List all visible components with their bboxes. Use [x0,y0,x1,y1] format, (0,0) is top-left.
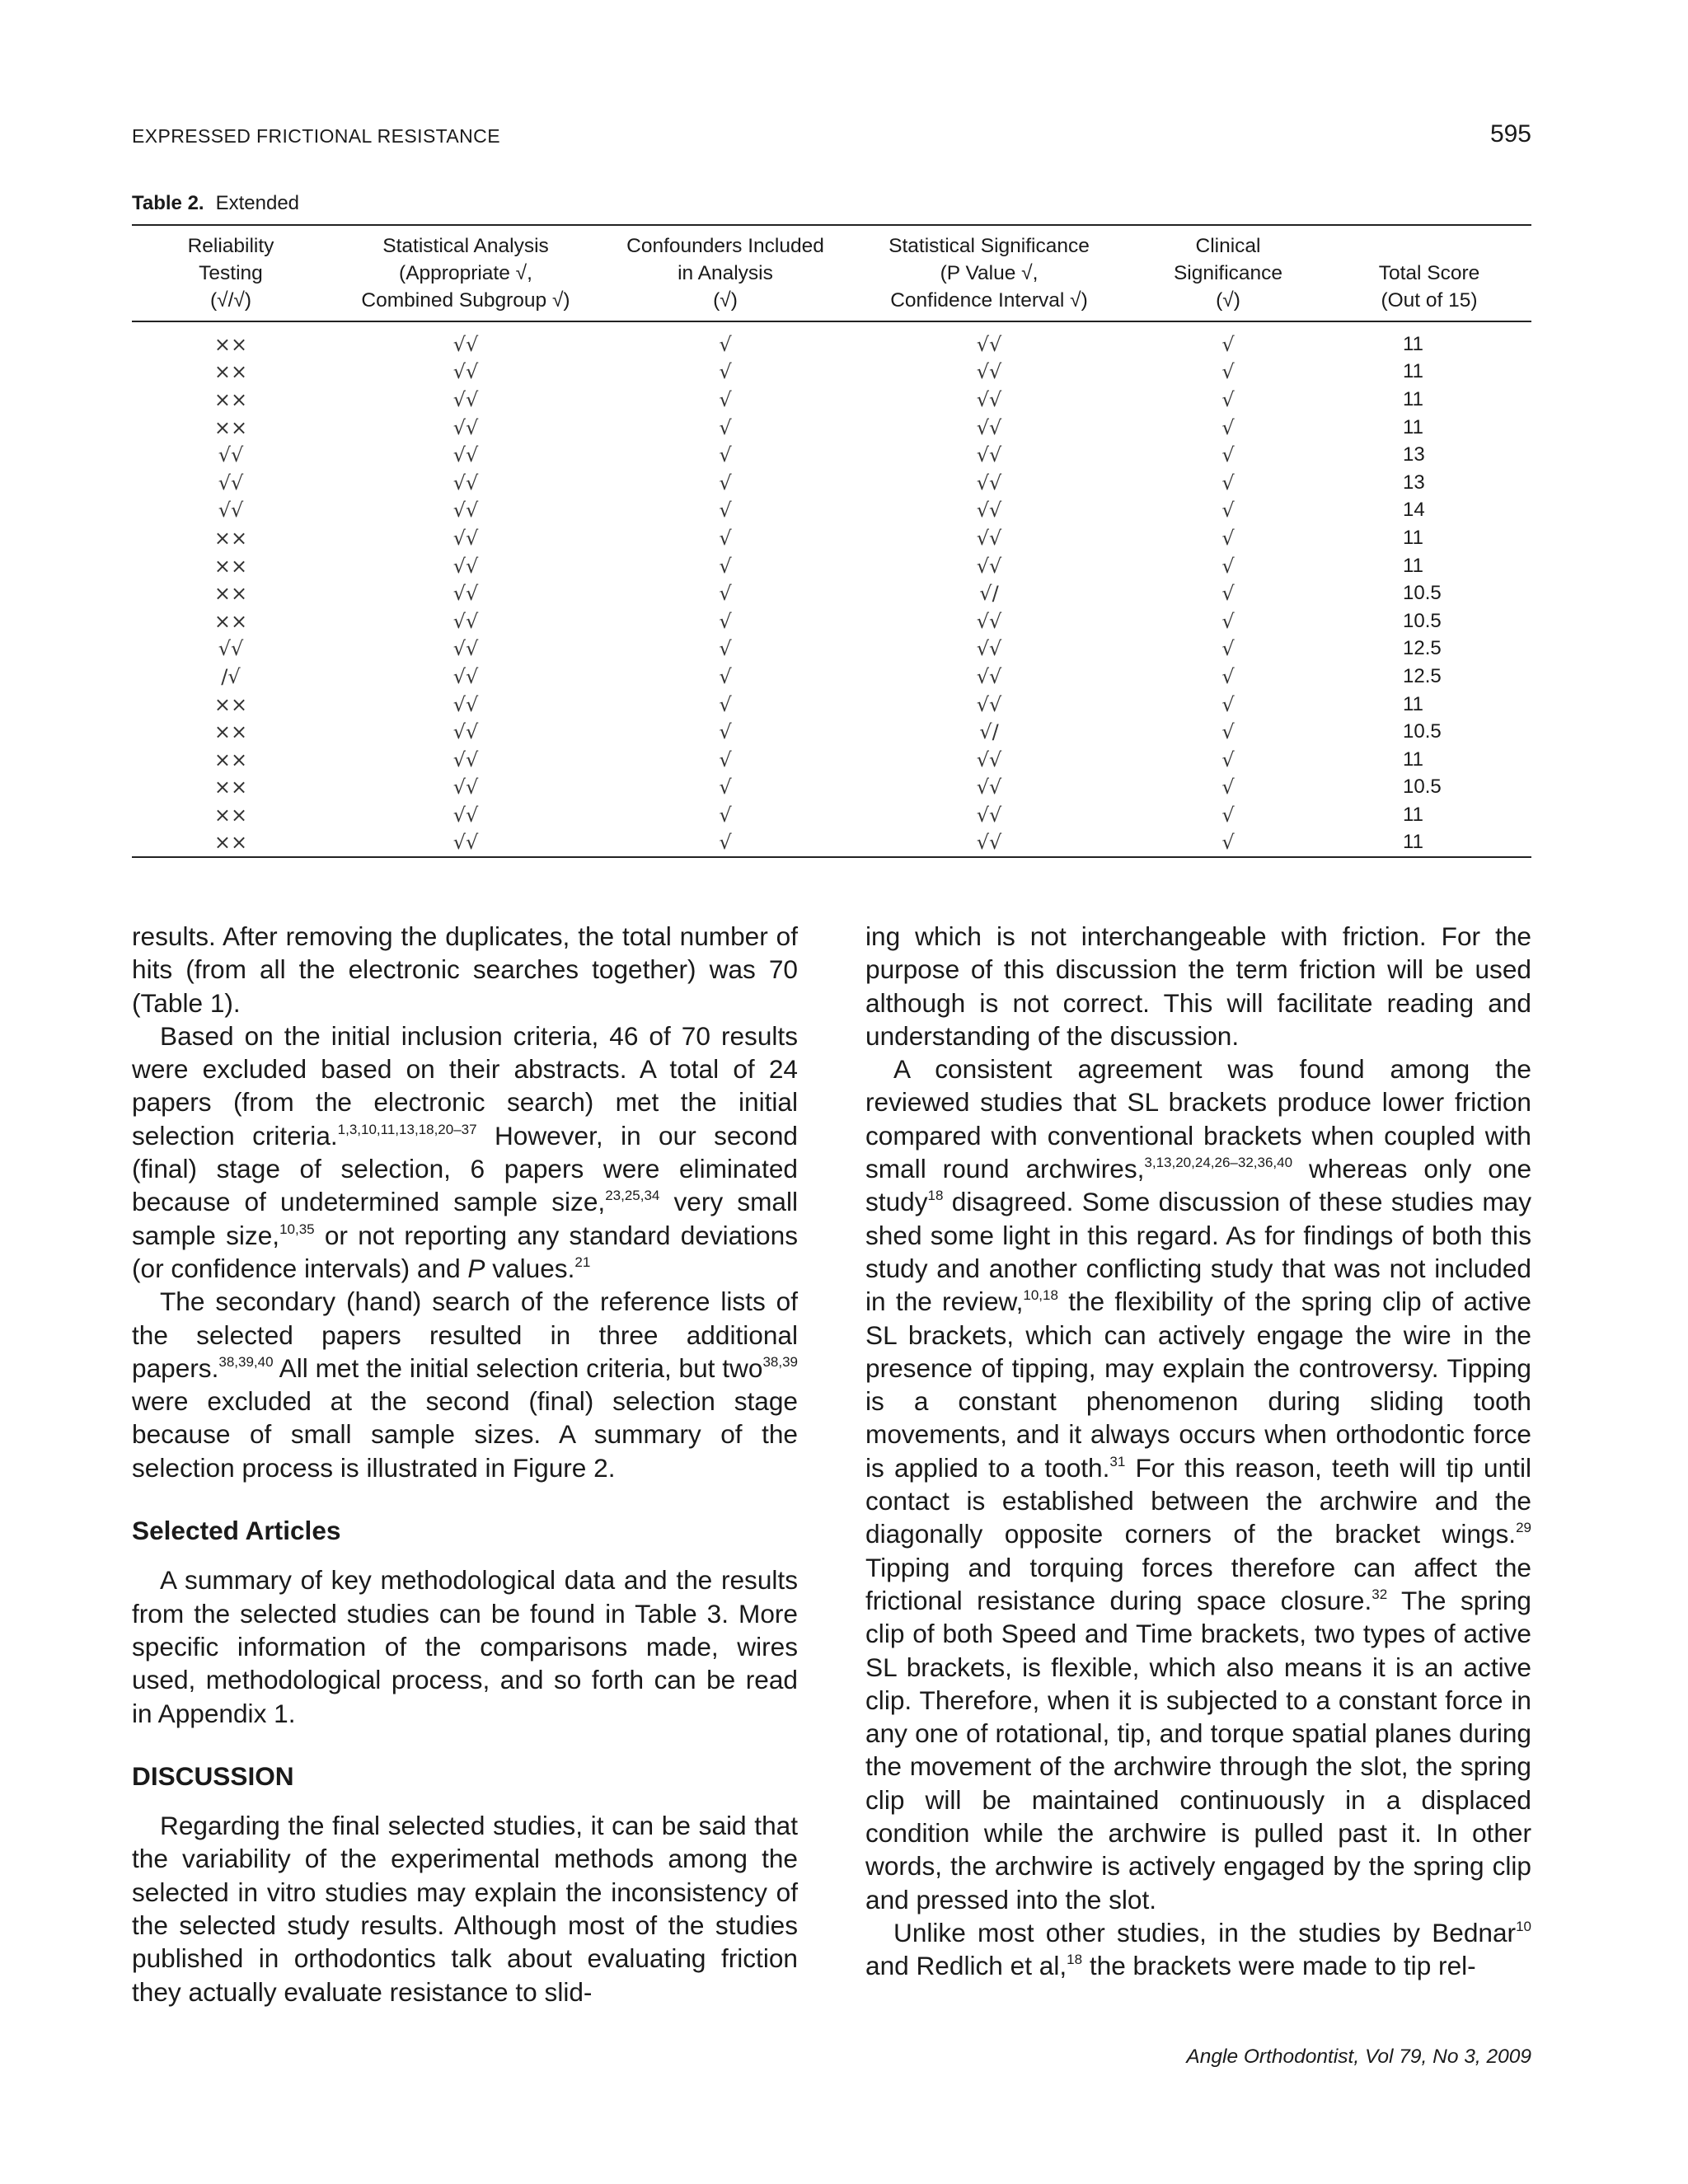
table-cell: √ [1221,332,1235,356]
table-cell: √ [719,387,732,411]
total-score-value: 11 [1403,692,1423,715]
paragraph: A summary of key methodological data and the results from the selected studies can be found in Table 3. More specific information of the comparisons made, wires used, methodological process, and so forth can be read in Appendix 1. [132,1565,798,1728]
table-cell: ×× [213,332,248,356]
table-cell [1327,441,1531,469]
table-cell: √ [1221,582,1235,606]
paragraph: ing which is not interchangeable with friction. For the purpose of this discussion the term friction will be used although is not correct. This will facilitate reading and understanding of the discussion. [865,921,1531,1051]
table-cell [1327,718,1531,746]
table-caption [132,192,299,215]
table-cell: √ [1221,637,1235,661]
table-cell: ×× [213,554,248,578]
table-cell [1327,607,1531,635]
table-cell [1327,497,1531,525]
table-row [132,746,1531,774]
table-cell [1327,774,1531,802]
page-number: 595 [1489,120,1531,148]
table-cell: √ [1221,443,1235,467]
total-score-value: 11 [1403,748,1423,771]
table-cell: √√ [976,831,1002,855]
total-score-value: 10.5 [1403,720,1442,743]
table-cell: ×× [213,831,248,855]
table-cell: √√ [976,637,1002,661]
total-score-value: 10.5 [1403,776,1442,799]
paragraph: Based on the initial inclusion criteria, 46 of 70 results were excluded based on their abstracts. A total of 24 papers (from the electronic search) met the initial selection criteria.$^{1,3,10,11,13,18,20-37}$ However, in our second (final) stage of selection, 6 papers were eliminated because of undetermined sample size,$^{23,25,34}$ very small sample size,$^{10,35}$ or not reporting any standard deviations (or confidence intervals) and P values.$^{21}$ [132,1020,798,1283]
table-cell: ×× [213,387,248,411]
table-cell: √√ [452,582,479,606]
table-cell: √ [1221,720,1235,744]
table-cell [1327,691,1531,719]
table-cell: √ [719,415,732,439]
table-cell [1327,321,1531,359]
table-cell: ×× [213,720,248,744]
table-cell: √√ [976,554,1002,578]
table-cell: √ [1221,609,1235,633]
total-score-value: 13 [1403,443,1425,466]
total-score-value: 14 [1403,499,1425,522]
column-header-statistical-analysis: Statistical Analysis (Appropriate √, Combined Subgroup √) [361,235,570,312]
table-cell: √√ [976,664,1002,688]
table-cell [1327,801,1531,829]
table-cell: ×× [213,360,248,384]
table-cell: √√ [976,387,1002,411]
table-cell: ×× [213,609,248,633]
table-cell: √ [1221,831,1235,855]
table-cell: √ [1221,526,1235,550]
total-score-value: 11 [1403,387,1423,410]
table-cell: ×× [213,776,248,799]
paragraph: The secondary (hand) search of the reference lists of the selected papers resulted in three additional papers.$^{38,39,40}$ All met the initial selection criteria, but two$^{38,39}$ were excluded at the second (final) selection stage because of small sample sizes. A summary of the selection process is illustrated in Figure 2. [132,1286,798,1483]
table-cell: √√ [218,637,244,661]
table-cell: √√ [452,554,479,578]
table-row [132,321,1531,359]
table-row [132,829,1531,858]
table-cell: √√ [976,776,1002,799]
table-cell: √ [719,360,732,384]
table-cell: √ [719,831,732,855]
table-cell [1327,579,1531,607]
table-header-row [132,225,1531,321]
table-cell: √√ [976,526,1002,550]
table-cell: √ [719,443,732,467]
table-row [132,663,1531,691]
total-score-value: 11 [1403,526,1423,549]
table-cell: √√ [976,332,1002,356]
table-cell: √√ [452,831,479,855]
total-score-value: 12.5 [1403,637,1442,660]
column-header-confounders: Confounders Included in Analysis (√) [626,235,824,312]
table-cell: √√ [452,692,479,716]
table-cell: √ [1221,360,1235,384]
total-score-value: 11 [1403,831,1423,854]
table-caption-label: Table 2. [132,192,204,214]
table-cell: √√ [218,443,244,467]
running-head: EXPRESSED FRICTIONAL RESISTANCE [132,125,500,147]
table-cell [1327,359,1531,387]
table-cell: /√ [221,664,241,688]
table-cell: √√ [452,748,479,771]
total-score-value: 11 [1403,360,1423,383]
table-cell: √ [719,554,732,578]
table-cell: √ [719,471,732,494]
table-cell: √/ [979,720,999,744]
table-cell: √ [719,499,732,523]
table-cell: √√ [452,471,479,494]
table-cell: √ [1221,387,1235,411]
column-header-reliability: Reliability Testing (√/√) [187,235,274,312]
table-cell [1327,386,1531,414]
table-cell: √√ [976,803,1002,827]
table-cell: √√ [452,637,479,661]
table-row [132,579,1531,607]
table-cell: √√ [452,803,479,827]
table-cell: ×× [213,803,248,827]
table-cell: √ [719,720,732,744]
table-row [132,691,1531,719]
total-score-value: 10.5 [1403,582,1442,605]
table-cell: √ [1221,748,1235,771]
table-cell [1327,552,1531,580]
table-cell: ×× [213,748,248,771]
paragraph: Unlike most other studies, in the studies by Bednar$^{10}$ and Redlich et al,$^{18}$ the brackets were made to tip rel- [865,1917,1531,1981]
table-cell: √ [1221,471,1235,494]
total-score-value: 11 [1403,415,1423,438]
table-row [132,718,1531,746]
table-cell: √ [1221,499,1235,523]
table-cell [1327,469,1531,497]
table-cell: √√ [218,499,244,523]
table-cell: √ [719,776,732,799]
table-cell: √√ [452,526,479,550]
table-cell [1327,746,1531,774]
table-cell: √√ [976,471,1002,494]
total-score-value: 11 [1403,803,1423,826]
table-cell: ×× [213,415,248,439]
table-cell: √√ [452,664,479,688]
table-cell: √ [1221,803,1235,827]
column-header-statistical-significance: Statistical Significance (P Value √, Confidence Interval √) [889,235,1090,312]
table-cell: √ [1221,415,1235,439]
total-score-value: 11 [1403,332,1423,355]
table-caption-text: Extended [215,192,300,214]
table-row [132,774,1531,802]
total-score-value: 10.5 [1403,609,1442,632]
table-row [132,414,1531,442]
table-cell: √√ [976,360,1002,384]
table-row [132,607,1531,635]
table-cell: √ [1221,554,1235,578]
table-cell: √ [719,637,732,661]
paragraph: Regarding the final selected studies, it can be said that the variability of the experimental methods among the selected in vitro studies may explain the inconsistency of the selected study results. Although most of the studies published in orthodontics talk about evaluating friction they actually evaluate resistance to slid- [132,1811,798,2007]
right-text-column [865,920,1531,1983]
paragraph: A consistent agreement was found among the reviewed studies that SL brackets produce lower friction compared with conventional brackets when coupled with small round archwires,$^{3,13,20,24,26-32,36,40}$ whereas only one study$^{18}$ disagreed. Some discussion of these studies may shed some light in this regard. As for findings of both this study and another conflicting study that was not included in the review,$^{10,18}$ the flexibility of the spring clip of active SL brackets, which can actively engage the wire in the presence of tipping, may explain the controversy. Tipping is a constant phenomenon during sliding tooth movements, and it always occurs when orthodontic force is applied to a tooth.$^{31}$ For this reason, teeth will tip until contact is established between the archwire and the diagonally opposite corners of the bracket wings.$^{29}$ Tipping and torquing forces therefore can affect the frictional resistance during space closure.$^{32}$ The spring clip of both Speed and Time brackets, two types of active SL brackets, is flexible, which also means it is an active clip. Therefore, when it is subjected to a constant force in any one of rotational, tip, and torque spatial planes during the movement of the archwire through the slot, the spring clip will be maintained continuously in a displaced condition while the archwire is pulled past it. In other words, the archwire is actively engaged by the spring clip and pressed into the slot. [865,1054,1532,1915]
table-cell: √ [719,609,732,633]
table-row [132,801,1531,829]
table-cell: √√ [452,609,479,633]
table-cell [1327,663,1531,691]
table-row [132,524,1531,552]
column-header-clinical-significance: Clinical Significance (√) [1173,235,1283,312]
paragraph: results. After removing the duplicates, the total number of hits (from all the electronic searches together) was 70 (Table 1). [132,921,798,1018]
table-cell [1327,635,1531,663]
table-cell: √ [719,748,732,771]
journal-footer: Angle Orthodontist, Vol 79, No 3, 2009 [1186,2046,1531,2068]
table-cell: √√ [452,360,479,384]
table-cell: √/ [979,582,999,606]
table-cell: √√ [452,332,479,356]
table-cell: √ [1221,664,1235,688]
table-cell: √ [1221,692,1235,716]
table-cell: √√ [452,776,479,799]
table-cell [1327,829,1531,858]
table-cell: √√ [976,499,1002,523]
table-row [132,497,1531,525]
table-cell: ×× [213,526,248,550]
table-row [132,359,1531,387]
left-text-column [132,920,798,2008]
table-cell: √√ [452,499,479,523]
table-cell: √√ [976,443,1002,467]
table-cell: √ [719,526,732,550]
table-row [132,635,1531,663]
table-cell: √ [1221,776,1235,799]
table-cell: √√ [452,720,479,744]
table-cell: √√ [976,748,1002,771]
table-cell: √√ [976,692,1002,716]
table-cell: √√ [976,415,1002,439]
total-score-value: 11 [1403,554,1423,577]
column-header-total-score: Total Score (Out of 15) [1378,262,1480,312]
table-cell: √√ [452,387,479,411]
table-row [132,552,1531,580]
table-body [132,321,1531,857]
table-cell: √√ [218,471,244,494]
section-heading-selected-articles: Selected Articles [132,1516,341,1546]
table-cell: √√ [452,443,479,467]
table-cell: √ [719,332,732,356]
table-cell: √ [719,582,732,606]
table-cell: √ [719,803,732,827]
section-heading-discussion: DISCUSSION [132,1760,294,1791]
table-cell [1327,524,1531,552]
table-cell: √√ [452,415,479,439]
table-cell: ×× [213,692,248,716]
table-cell: ×× [213,582,248,606]
table-row [132,386,1531,414]
total-score-value: 12.5 [1403,664,1442,687]
table-cell: √√ [976,609,1002,633]
total-score-value: 13 [1403,471,1425,494]
table-cell [1327,414,1531,442]
table-cell: √ [719,692,732,716]
table-row [132,469,1531,497]
table-row [132,441,1531,469]
table-2-extended [132,224,1531,858]
table-cell: √ [719,664,732,688]
